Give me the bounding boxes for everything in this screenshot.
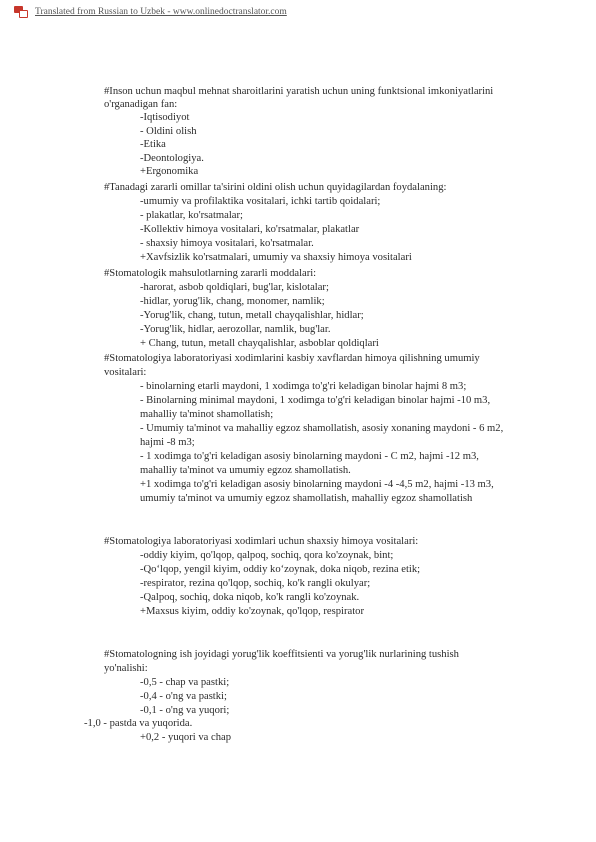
answer-option: -0,4 - o'ng va pastki; — [140, 691, 227, 702]
question-line: #Tanadagi zararli omillar ta'sirini oldini olish uchun quyidagilardan foydalaning: — [104, 182, 447, 193]
question-line: #Stomatologning ish joyidagi yorug'lik koeffitsienti va yorug'lik nurlarining tushish — [104, 649, 459, 660]
correct-answer: + Chang, tutun, metall chayqalishlar, asboblar qoldiqlari — [140, 338, 379, 349]
question-line: #Inson uchun maqbul mehnat sharoitlarini yaratish uchun uning funktsional imkoniyatlarini — [104, 86, 494, 97]
correct-answer: +Ergonomika — [140, 166, 199, 177]
answer-option: - Binolarning minimal maydoni, 1 xodimga to'g'ri keladigan binolar hajmi -10 m3, — [140, 395, 491, 406]
answer-option: -Qo‘lqop, yengil kiyim, oddiy ko‘zoynak, doka niqob, rezina etik; — [140, 564, 421, 575]
answer-option: - binolarning etarli maydoni, 1 xodimga to'g'ri keladigan binolar hajmi 8 m3; — [140, 381, 467, 392]
correct-answer: +Xavfsizlik ko'rsatmalari, umumiy va shaxsiy himoya vositalari — [140, 252, 412, 263]
question-line: yo'nalishi: — [104, 663, 148, 674]
answer-option: mahalliy ta'minot shamollatish; — [140, 409, 274, 420]
translator-header — [14, 4, 287, 20]
answer-option: mahalliy ta'minot va umumiy egzoz shamollatish. — [140, 465, 351, 476]
answer-option: -umumiy va profilaktika vositalari, ichki tartib qoidalari; — [140, 196, 381, 207]
question-line: #Stomatologiya laboratoriyasi xodimlarini kasbiy xavflardan himoya qilishning umumiy — [104, 353, 480, 364]
question-line: #Stomatologik mahsulotlarning zararli moddalari: — [104, 268, 317, 279]
answer-option: -Yorug'lik, chang, tutun, metall chayqalishlar, hidlar; — [140, 310, 364, 321]
answer-option: -oddiy kiyim, qo'lqop, qalpoq, sochiq, qora ko'zoynak, bint; — [140, 550, 394, 561]
answer-option: -Yorug'lik, hidlar, aerozollar, namlik, bug'lar. — [140, 324, 331, 335]
answer-option: -0,1 - o'ng va yuqori; — [140, 705, 230, 716]
answer-option: - 1 xodimga to'g'ri keladigan asosiy binolarning maydoni - C m2, hajmi -12 m3, — [140, 451, 479, 462]
answer-option: - Umumiy ta'minot va mahalliy egzoz shamollatish, asosiy xonaning maydoni - 6 m2, — [140, 423, 504, 434]
answer-option: -respirator, rezina qo'lqop, sochiq, ko'k rangli okulyar; — [140, 578, 371, 589]
answer-option: -0,5 - chap va pastki; — [140, 677, 230, 688]
question-line: vositalari: — [104, 367, 147, 378]
correct-answer: umumiy ta'minot va umumiy egzoz shamollatish, mahalliy egzoz shamollatish — [140, 493, 473, 504]
answer-option: -1,0 - pastda va yuqorida. — [84, 718, 193, 729]
answer-option: -Iqtisodiyot — [140, 112, 190, 123]
answer-option: - shaxsiy himoya vositalari, ko'rsatmalar. — [140, 238, 314, 249]
translate-icon — [14, 6, 28, 18]
answer-option: -Qalpoq, sochiq, doka niqob, ko'k rangli ko'zoynak. — [140, 592, 360, 603]
answer-option: -Etika — [140, 139, 166, 150]
answer-option: - plakatlar, ko'rsatmalar; — [140, 210, 243, 221]
answer-option: hajmi -8 m3; — [140, 437, 195, 448]
answer-option: -hidlar, yorug'lik, chang, monomer, namlik; — [140, 296, 325, 307]
answer-option: -harorat, asbob qoldiqlari, bug'lar, kislotalar; — [140, 282, 329, 293]
correct-answer: +0,2 - yuqori va chap — [140, 732, 231, 743]
correct-answer: +Maxsus kiyim, oddiy ko'zoynak, qo'lqop, respirator — [140, 606, 364, 617]
answer-option: -Deontologiya. — [140, 153, 204, 164]
answer-option: -Kollektiv himoya vositalari, ko'rsatmalar, plakatlar — [140, 224, 360, 235]
question-line: o'rganadigan fan: — [104, 99, 178, 110]
translator-link[interactable]: Translated from Russian to Uzbek - www.onlinedoctranslator.com — [35, 7, 287, 17]
correct-answer: +1 xodimga to'g'ri keladigan asosiy binolarning maydoni -4 -4,5 m2, hajmi -13 m3, — [140, 479, 494, 490]
question-line: #Stomatologiya laboratoriyasi xodimlari uchun shaxsiy himoya vositalari: — [104, 536, 419, 547]
answer-option: - Oldini olish — [140, 126, 197, 137]
